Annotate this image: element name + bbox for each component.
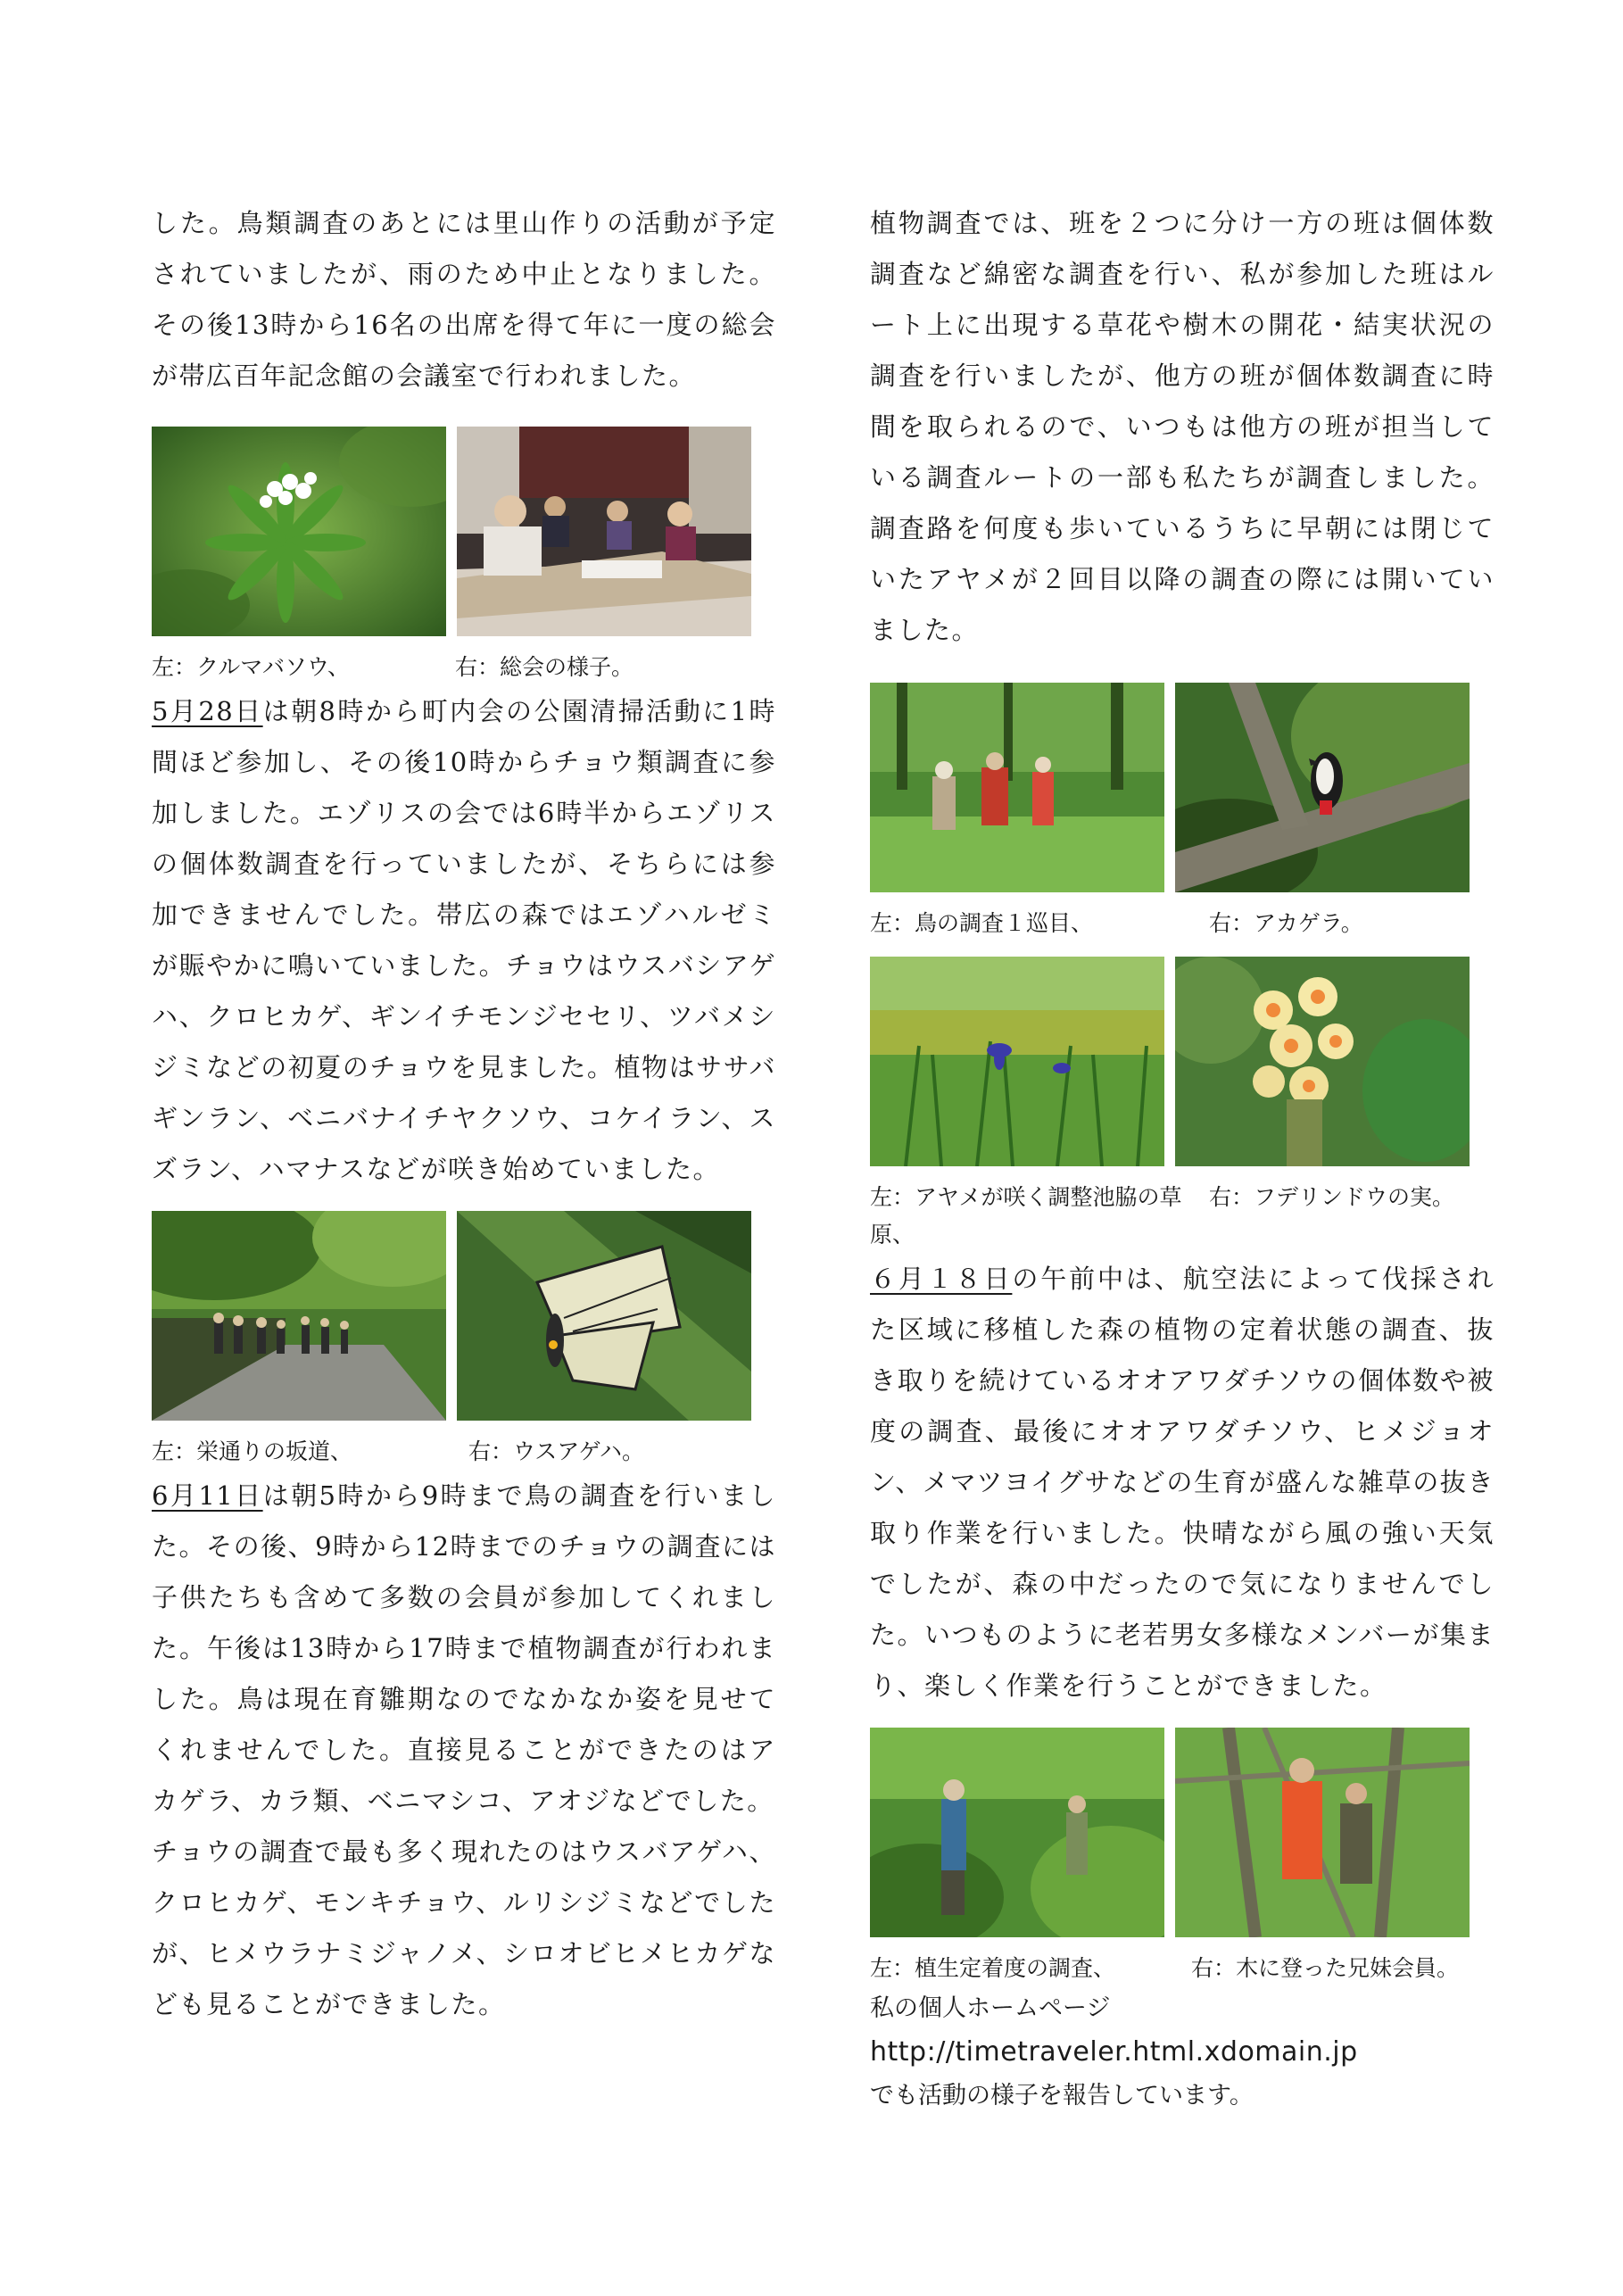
caption-vegetation-survey: 左：植生定着度の調査、 (870, 1955, 1116, 1981)
left-paragraph-2 (152, 686, 776, 1195)
right-photo-row-1 (870, 683, 1495, 892)
butterfly-photo (457, 1211, 751, 1421)
caption-woodpecker: 右：アカゲラ。 (1209, 910, 1363, 936)
tree-climb-photo (1175, 1728, 1470, 1937)
caption-tree-climb: 右：木に登った兄妹会員。 (1191, 1955, 1460, 1981)
left-paragraph-1: した。鳥類調査のあとには里山作りの活動が予定されていましたが、雨のため中止となりました。その後13時から16名の出席を得て年に一度の総会が帯広百年記念館の会議室で行われました。 (152, 208, 776, 391)
caption-bird-survey: 左：鳥の調査１巡目、 (870, 910, 1094, 936)
right-caption-row-3 (870, 1950, 1495, 1987)
vegetation-survey-photo (870, 1728, 1164, 1937)
left-photo-row-2 (152, 1211, 776, 1421)
homepage-label: 私の個人ホームページ (870, 1994, 1111, 2022)
woodruff-photo (152, 427, 446, 636)
right-photo-row-2 (870, 957, 1495, 1166)
right-paragraph-1: 植物調査では、班を２つに分け一方の班は個体数調査など綿密な調査を行い、私が参加した班はルート上に出現する草花や樹木の開花・結実状況の調査を行いましたが、他方の班が個体数調査に時間を取られるので、いつもは他方の班が担当している調査ルートの一部も私たちが調査しました。調査路を何度も歩いているうちに早朝には閉じていたアヤメが２回目以降の調査の際には開いていました。 (870, 208, 1495, 645)
date-june-18: ６月１８日 (870, 1264, 1013, 1294)
left-paragraph-4: チョウの調査で最も多く現れたのはウスバアゲハ、クロヒカゲ、モンキチョウ、ルリシジミなどでしたが、ヒメウラナミジャノメ、シロオビヒメヒカゲなども見ることができました。 (152, 1836, 776, 2019)
caption-gentian: 右：フデリンドウの実。 (1209, 1184, 1455, 1210)
caption-iris: 左：アヤメが咲く調整池脇の草原、 (870, 1184, 1182, 1247)
caption-woodruff: 左：クルマバソウ、 (152, 654, 351, 680)
meeting-photo (457, 427, 751, 636)
bird-survey-photo (870, 683, 1164, 892)
left-paragraph-3 (152, 1471, 776, 1827)
caption-slope: 左：栄通りの坂道、 (152, 1438, 353, 1464)
gentian-photo (1175, 957, 1470, 1166)
right-caption-row-1 (870, 905, 1495, 942)
right-paragraph-2-body: の午前中は、航空法によって伐採された区域に移植した森の植物の定着状態の調査、抜き取りを続けているオオアワダチソウの個体数や被度の調査、最後にオオアワダチソウ、ヒメジョオン、メマツヨイグサなどの生育が盛んな雑草の抜き取り作業を行いました。快晴ながら風の強い天気でしたが、森の中だったので気になりませんでした。いつものように老若男女多様なメンバーが集まり、楽しく作業を行うことができました。 (870, 1264, 1495, 1701)
left-caption-row-1 (152, 649, 776, 686)
homepage-url-link[interactable]: http://timetraveler.html.xdomain.jp (870, 2036, 1358, 2068)
left-paragraph-2-body: は朝8時から町内会の公園清掃活動に1時間ほど参加し、その後10時からチョウ類調査に参加しました。エゾリスの会では6時半からエゾリスの個体数調査を行っていましたが、そちらには参加できませんでした。帯広の森ではエゾハルゼミが賑やかに鳴いていました。チョウはウスバシアゲハ、クロヒカゲ、ギンイチモンジセセリ、ツバメシジミなどの初夏のチョウを見ました。植物はササバギンラン、ベニバナイチヤクソウ、コケイラン、スズラン、ハマナスなどが咲き始めていました。 (152, 696, 776, 1184)
date-may-28: 5月28日 (152, 696, 263, 726)
left-paragraph-3-body: は朝5時から9時まで鳥の調査を行いました。その後、9時から12時までのチョウの調査には子供たちも含めて多数の会員が参加してくれました。午後は13時から17時まで植物調査が行われました。鳥は現在育雛期なのでなかなか姿を見せてくれませんでした。直接見ることができたのはアカゲラ、カラ類、ベニマシコ、アオジなどでした。 (152, 1480, 776, 1816)
right-column (870, 198, 1495, 2118)
left-caption-row-2 (152, 1433, 776, 1471)
right-photo-row-3 (870, 1728, 1495, 1937)
woodpecker-photo (1175, 683, 1470, 892)
date-june-11: 6月11日 (152, 1480, 263, 1511)
iris-photo (870, 957, 1164, 1166)
left-photo-row-1 (152, 427, 776, 636)
homepage-note: でも活動の様子を報告しています。 (870, 2082, 1254, 2110)
left-column (152, 198, 776, 2030)
caption-butterfly: 右：ウスアゲハ。 (468, 1438, 645, 1464)
slope-photo (152, 1211, 446, 1421)
right-caption-row-2 (870, 1179, 1495, 1254)
caption-meeting: 右：総会の様子。 (455, 654, 634, 680)
right-paragraph-2 (870, 1254, 1495, 1712)
